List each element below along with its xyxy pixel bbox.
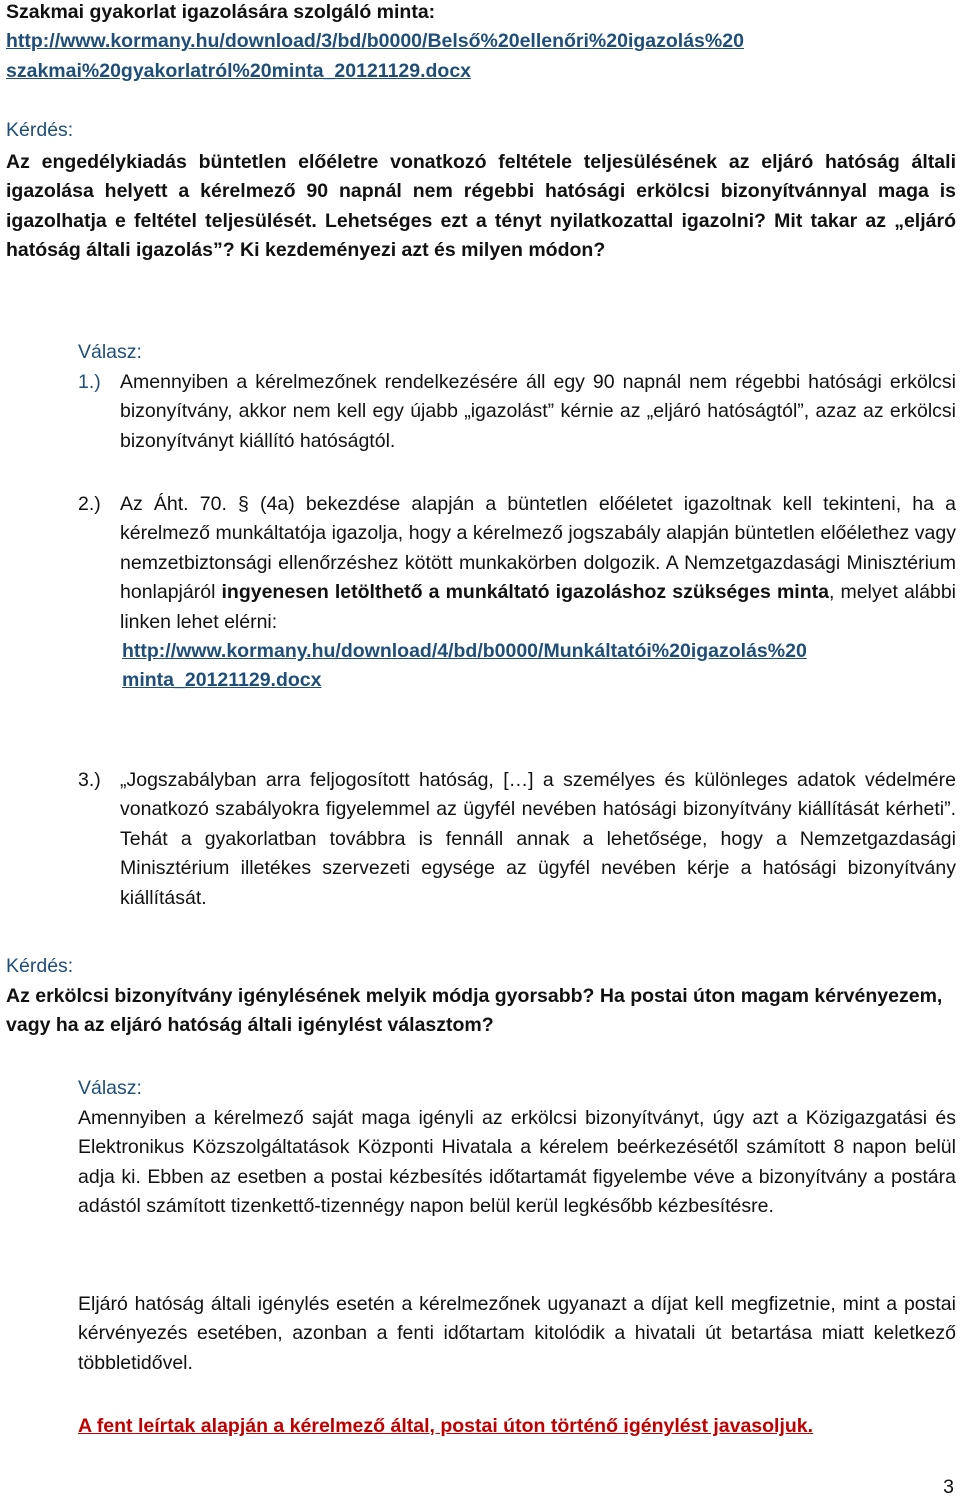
answer-paragraph: Eljáró hatóság általi igénylés esetén a kérelmezőnek ugyanazt a díjat kell megfizetnie, mint a postai kérvényezés esetében, azonban a fenti időtartam kitolódik a hivatali út betartása miatt keletkező többletidővel. (78, 1293, 956, 1374)
sample-heading: Szakmai gyakorlat igazolására szolgáló minta: http://www.kormany.hu/download/3/bd/b0000/Belső%20ellenőri%20igazolás%20 szakmai%20gyakorlatról%20minta_20121129.docx (6, 0, 956, 86)
question-text: Az engedélykiadás büntetlen előéletre vonatkozó feltétele teljesülésének az eljáró hatóság általi igazolása helyett a kérelmező 90 napnál nem régebbi hatósági erkölcsi bizonyítvánnyal maga is igazolhatja e feltétel teljesülését. Lehetséges ezt a tényt nyilatkozattal igazolni? Mit takar az „eljáró hatóság általi igazolás”? Ki kezdeményezi azt és milyen módon? (6, 151, 956, 262)
answer-item (78, 368, 956, 456)
answer-label: Válasz: (78, 341, 142, 363)
item-text: „Jogszabályban arra feljogosított hatóság, […] a személyes és különleges adatok védelmére vonatkozó szabályokra figyelemmel az ügyfél nevében hatósági bizonyítvány kiállítását kérheti”. Tehát a gyakorlatban továbbra is fennáll annak a lehetősége, hogy a Nemzetgazdasági Minisztérium illetékes szervezeti egysége az ügyfél nevében kérje a hatósági bizonyítvány kiállítását. (120, 769, 956, 909)
recommendation: A fent leírtak alapján a kérelmező által, postai úton történő igénylést javasoljuk. (78, 1415, 814, 1437)
item-number: 3.) (78, 769, 101, 791)
item-number: 2.) (78, 493, 101, 515)
item-text: Az Áht. 70. § (4a) bekezdése alapján a büntetlen előéletet igazoltnak kell tekinteni, ha a kérelmező munkáltatója igazolja, hogy a kérelmező jogszabály alapján büntetlen előélethez vagy nemzetbiztonsági ellenőrzéshez kötött munkakörben dolgozik. A Nemzetgazdasági Minisztérium honlapjáról ingyenesen letölthető a munkáltató igazoláshoz szükséges minta, melyet alábbi linken lehet elérni: (120, 493, 957, 633)
employer-certificate-link[interactable]: http://www.kormany.hu/download/4/bd/b0000/Munkáltatói%20igazolás%20 minta_20121129.docx (122, 640, 807, 692)
question-label: Kérdés: (6, 119, 74, 141)
answer-label: Válasz: (78, 1077, 142, 1099)
question-text: Az erkölcsi bizonyítvány igénylésének melyik módja gyorsabb? Ha postai úton magam kérvényezem, vagy ha az eljáró hatóság általi igénylést választom? (6, 985, 943, 1037)
answer-item (78, 766, 956, 913)
sample-link[interactable]: http://www.kormany.hu/download/3/bd/b0000/Belső%20ellenőri%20igazolás%20 szakmai%20gyakorlatról%20minta_20121129.docx (6, 30, 744, 82)
item-number: 1.) (78, 371, 101, 393)
question-label: Kérdés: (6, 955, 74, 977)
answer-paragraph: Amennyiben a kérelmező saját maga igényli az erkölcsi bizonyítványt, úgy azt a Közigazgatási és Elektronikus Közszolgáltatások Központi Hivatala a kérelem beérkezésétől számított 8 napon belül adja ki. Ebben az esetben a postai kézbesítés időtartamát figyelembe véve a bizonyítvány a postára adástól számított tizenkettő-tizennégy napon belül kerül legkésőbb kézbesítésre. (78, 1107, 956, 1218)
answer-item (78, 490, 956, 696)
item-text: Amennyiben a kérelmezőnek rendelkezésére áll egy 90 napnál nem régebbi hatósági erkölcsi bizonyítvány, akkor nem kell egy újabb „igazolást” kérnie az „eljáró hatóságtól”, azaz az erkölcsi bizonyítványt kiállító hatóságtól. (120, 371, 956, 452)
page-number: 3 (943, 1476, 954, 1498)
